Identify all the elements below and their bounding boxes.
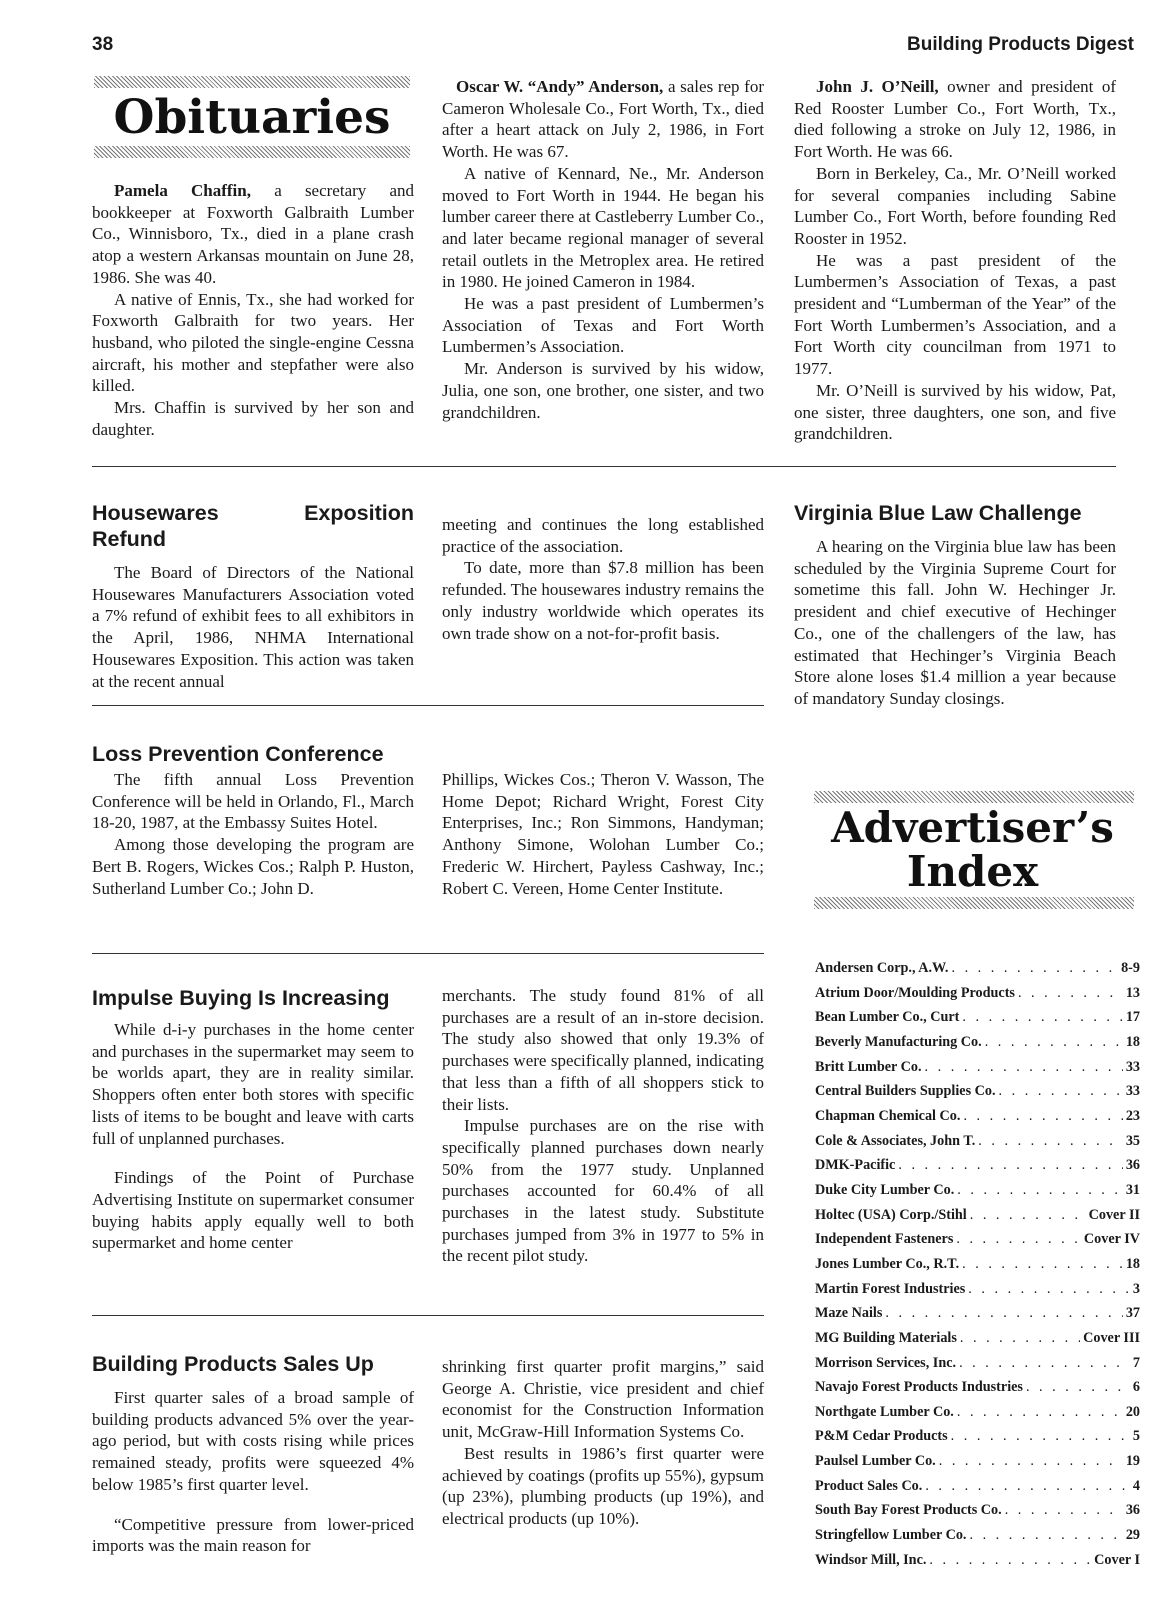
index-advertiser-name: Northgate Lumber Co. (815, 1403, 954, 1420)
index-leader-dots (925, 1474, 1130, 1499)
index-entry (815, 1351, 1140, 1376)
index-entry (815, 1523, 1140, 1548)
index-leader-dots (960, 1326, 1080, 1351)
index-page-number: 36 (1125, 1502, 1140, 1519)
index-advertiser-name: Windsor Mill, Inc. (815, 1551, 927, 1568)
article-text: Findings of the Point of Purchase Advertising Institute on supermarket consumer buying habits apply equally well to both supermarket and home center (92, 1168, 414, 1253)
index-leader-dots (963, 1104, 1122, 1129)
loss-prevention-col-2 (442, 769, 764, 899)
obituary-john-oneill (794, 76, 1116, 445)
index-leader-dots (956, 1227, 1081, 1252)
index-page-number: 18 (1125, 1255, 1140, 1272)
index-page-number: 4 (1132, 1477, 1140, 1494)
index-advertiser-name: Jones Lumber Co., R.T. (815, 1255, 960, 1272)
index-entry (815, 1326, 1140, 1351)
index-leader-dots (1005, 1498, 1123, 1523)
index-advertiser-name: Bean Lumber Co., Curt (815, 1009, 960, 1026)
article-text: Best results in 1986’s first quarter were achieved by coatings (profits up 55%), gypsum (up 23%), plumbing products (up 19%), and electrical products (up 10%). (442, 1443, 764, 1528)
index-advertiser-name: Morrison Services, Inc. (815, 1354, 957, 1371)
obituary-text: A native of Ennis, Tx., she had worked for Foxworth Galbraith for two years. Her husband, who piloted the single-engine Cessna aircraft, his mother and stepfather were also killed. (92, 289, 414, 396)
index-page-number: Cover II (1088, 1206, 1140, 1223)
index-entry (815, 1474, 1140, 1499)
index-advertiser-name: Chapman Chemical Co. (815, 1107, 961, 1124)
impulse-col-1 (92, 985, 414, 1254)
index-entry (815, 1548, 1140, 1573)
index-page-number: 8-9 (1121, 960, 1140, 976)
index-page-number: 33 (1125, 1083, 1140, 1100)
index-entry (815, 1449, 1140, 1474)
index-leader-dots (957, 1178, 1123, 1203)
article-text: A hearing on the Virginia blue law has been scheduled by the Virginia Supreme Court for sometime this fall. John W. Hechinger Jr. president and chief executive of Hechinger Co., one of the challengers of the law, has estimated that Hechinger’s Virginia Beach Store alone loses $1.4 million a year because of mandatory Sunday closings. (794, 537, 1116, 708)
index-bottom-stipple (814, 897, 1134, 909)
advertisers-index-heading (800, 803, 1145, 896)
index-entry (815, 1129, 1140, 1154)
index-page-number: Cover III (1083, 1329, 1140, 1346)
index-leader-dots (1026, 1375, 1130, 1400)
index-page-number: 18 (1125, 1033, 1140, 1050)
article-text: While d-i-y purchases in the home center and purchases in the supermarket may seem to be worlds apart, they are in reality similar. Shoppers often enter both stores with specific lists of items to be bought and leave with carts full of unplanned purchases. (92, 1020, 414, 1148)
index-entry (815, 1055, 1140, 1080)
index-leader-dots (951, 956, 1118, 981)
index-entry (815, 1178, 1140, 1203)
index-entry (815, 956, 1140, 981)
index-leader-dots (999, 1079, 1123, 1104)
index-advertiser-name: Paulsel Lumber Co. (815, 1453, 936, 1470)
index-advertiser-name: MG Building Materials (815, 1329, 957, 1346)
index-leader-dots (962, 1252, 1123, 1277)
obituary-text: A native of Kennard, Ne., Mr. Anderson moved to Fort Worth in 1944. He began his lumber career there at Castleberry Lumber Co., and later became regional manager of several retail outlets in the Metroplex area. He retired in 1980. He joined Cameron in 1984. (442, 163, 764, 292)
obituary-text: a sales rep for Cameron Wholesale Co., Fort Worth, Tx., died after a heart attack on July 2, 1986, in Fort Worth. He was 67. (442, 77, 765, 162)
index-page-number: 13 (1125, 984, 1140, 1001)
index-entry (815, 1277, 1140, 1302)
index-leader-dots (969, 1523, 1122, 1548)
index-advertiser-name: Andersen Corp., A.W. (815, 960, 949, 976)
index-entry (815, 1400, 1140, 1425)
index-entry (815, 1301, 1140, 1326)
index-advertiser-name: Stringfellow Lumber Co. (815, 1527, 967, 1544)
publication-title: Building Products Digest (907, 34, 1134, 55)
index-entry (815, 1203, 1140, 1228)
page-number: 38 (92, 34, 114, 55)
obituary-text: Mr. O’Neill is survived by his widow, Pat, one sister, three daughters, one son, and five grandchildren. (794, 380, 1116, 444)
obituaries-heading: Obituaries (113, 90, 391, 145)
index-advertiser-name: Central Builders Supplies Co. (815, 1083, 996, 1100)
index-entry (815, 1079, 1140, 1104)
loss-prevention-col-1 (92, 741, 414, 899)
index-page-number: 17 (1125, 1009, 1140, 1026)
index-entry (815, 1104, 1140, 1129)
building-sales-col-1 (92, 1351, 414, 1557)
housewares-col-1 (92, 500, 414, 692)
obituary-name: John J. O’Neill, (816, 77, 939, 96)
obituary-oscar-anderson (442, 76, 764, 423)
index-leader-dots (885, 1301, 1122, 1326)
obituary-name: Pamela Chaffin, (114, 181, 251, 200)
index-page-number: 5 (1132, 1428, 1140, 1445)
obituaries-top-stipple (94, 76, 410, 88)
index-advertiser-name: Product Sales Co. (815, 1477, 923, 1494)
index-advertiser-name: DMK-Pacific (815, 1157, 896, 1174)
index-page-number: 33 (1125, 1058, 1140, 1075)
index-advertiser-name: P&M Cedar Products (815, 1428, 948, 1445)
index-page-number: 20 (1125, 1403, 1140, 1420)
obituary-text: a secretary and bookkeeper at Foxworth Galbraith Lumber Co., Winnisboro, Tx., died in a plane crash atop a western Arkansas mountain on June 28, 1986. She was 40. (92, 181, 415, 287)
obituary-text: Mr. Anderson is survived by his widow, Julia, one son, one brother, one sister, and two grandchildren. (442, 359, 764, 422)
obituaries-bottom-stipple (94, 146, 410, 158)
index-entry (815, 1424, 1140, 1449)
article-text: Impulse purchases are on the rise with specifically planned purchases down nearly 50% from the 1977 study. Unplanned purchases accounted for 60.4% of all purchases in the latest study. Substitute purchases jumped from 3% in 1977 to 5% in the recent pilot study. (442, 1116, 764, 1266)
index-leader-dots (939, 1449, 1123, 1474)
index-page-number: 19 (1125, 1453, 1140, 1470)
index-advertiser-name: Atrium Door/Moulding Products (815, 984, 1015, 1001)
article-text: Among those developing the program are Bert B. Rogers, Wickes Cos.; Ralph P. Huston, Sutherland Lumber Co.; John D. (92, 835, 414, 898)
article-text: To date, more than $7.8 million has been refunded. The housewares industry remains the only industry worldwide which operates its own trade show on a not-for-profit basis. (442, 558, 764, 643)
building-sales-col-2 (442, 1356, 764, 1530)
index-entry (815, 1005, 1140, 1030)
index-entry (815, 1153, 1140, 1178)
index-advertiser-name: Holtec (USA) Corp./Stihl (815, 1206, 967, 1223)
article-text: The Board of Directors of the National Housewares Manufacturers Association voted a 7% refund of exhibit fees to all exhibitors in the April, 1986, NHMA International Housewares Exposition. This action was taken at the recent annual (92, 563, 414, 691)
index-heading-line: Index (906, 847, 1039, 896)
impulse-col-2 (442, 985, 764, 1267)
index-advertiser-name: Navajo Forest Products Industries (815, 1379, 1023, 1396)
index-leader-dots (985, 1030, 1123, 1055)
index-advertiser-name: Britt Lumber Co. (815, 1058, 922, 1075)
index-page-number: 37 (1125, 1305, 1140, 1322)
article-text: merchants. The study found 81% of all purchases are a result of an in-store decision. The study also showed that only 19.3% of purchases were specifically planned, indicating that less than a fifth of all shoppers stick to their lists. (442, 986, 764, 1114)
index-advertiser-name: Independent Fasteners (815, 1231, 954, 1248)
obituary-pamela-chaffin (92, 180, 414, 440)
virginia-article (794, 500, 1116, 710)
index-advertiser-name: South Bay Forest Products Co. (815, 1502, 1002, 1519)
section-divider (92, 1315, 764, 1316)
index-entry (815, 981, 1140, 1006)
index-leader-dots (978, 1129, 1123, 1154)
index-leader-dots (951, 1424, 1130, 1449)
index-page-number: 6 (1132, 1379, 1140, 1396)
obituary-text: He was a past president of Lumbermen’s Association of Texas and Fort Worth Lumbermen’s Association. (442, 294, 764, 357)
obituary-text: owner and president of Red Rooster Lumber Co., Fort Worth, Tx., died following a stroke on July 12, 1986, in Fort Worth. He was 66. (794, 77, 1116, 162)
index-leader-dots (962, 1005, 1122, 1030)
index-page-number: 35 (1125, 1132, 1140, 1149)
index-leader-dots (957, 1400, 1123, 1425)
index-advertiser-name: Maze Nails (815, 1305, 883, 1322)
building-sales-heading: Building Products Sales Up (92, 1352, 374, 1376)
section-divider (92, 705, 764, 706)
index-page-number: 7 (1132, 1354, 1140, 1371)
index-entry (815, 1252, 1140, 1277)
advertisers-index-list (815, 956, 1140, 1572)
obituary-text: Born in Berkeley, Ca., Mr. O’Neill worked for several companies including Sabine Lumber Co., Fort Worth, before founding Red Rooster in 1952. (794, 163, 1116, 248)
index-page-number: 3 (1132, 1280, 1140, 1297)
index-heading-line: Advertiser’s (831, 803, 1114, 852)
housewares-heading: Housewares Exposition Refund (92, 501, 414, 551)
article-text: Phillips, Wickes Cos.; Theron V. Wasson, The Home Depot; Richard Wright, Forest City Enterprises, Inc.; Ron Simmons, Handyman; Anthony Simone, Wolohan Lumber Co.; Frederic W. Hirchert, Payless Cashway, Inc.; Robert C. Vereen, Home Center Institute. (442, 770, 764, 898)
index-page-number: 29 (1125, 1527, 1140, 1544)
index-advertiser-name: Beverly Manufacturing Co. (815, 1033, 982, 1050)
index-leader-dots (1018, 981, 1123, 1006)
index-entry (815, 1227, 1140, 1252)
virginia-heading: Virginia Blue Law Challenge (794, 501, 1082, 525)
index-leader-dots (970, 1203, 1086, 1228)
index-advertiser-name: Duke City Lumber Co. (815, 1181, 955, 1198)
index-page-number: Cover IV (1083, 1231, 1140, 1248)
impulse-heading: Impulse Buying Is Increasing (92, 986, 390, 1010)
index-advertiser-name: Martin Forest Industries (815, 1280, 966, 1297)
index-leader-dots (968, 1277, 1130, 1302)
section-divider (92, 466, 1116, 467)
housewares-col-2 (442, 514, 764, 644)
article-text: First quarter sales of a broad sample of building products advanced 5% over the year-ago period, but with costs rising while prices remained steady, profits were squeezed 4% below 1985’s first quarter level. (92, 1388, 414, 1494)
index-page-number: 36 (1125, 1157, 1140, 1174)
index-entry (815, 1375, 1140, 1400)
index-top-stipple (814, 791, 1134, 803)
article-text: “Competitive pressure from lower-priced imports was the main reason for (92, 1514, 414, 1556)
obituary-text: Mrs. Chaffin is survived by her son and daughter. (92, 398, 414, 439)
index-entry (815, 1030, 1140, 1055)
index-entry (815, 1498, 1140, 1523)
obituary-name: Oscar W. “Andy” Anderson, (456, 77, 664, 96)
index-page-number: 23 (1125, 1107, 1140, 1124)
index-leader-dots (959, 1351, 1130, 1376)
index-page-number: Cover I (1094, 1551, 1140, 1568)
loss-prevention-heading: Loss Prevention Conference (92, 742, 384, 766)
index-page-number: 31 (1125, 1181, 1140, 1198)
article-text: shrinking first quarter profit margins,” said George A. Christie, vice president and chief economist for the Construction Information unit, McGraw-Hill Information Systems Co. (442, 1357, 764, 1442)
index-leader-dots (929, 1548, 1091, 1573)
obituary-text: He was a past president of the Lumbermen’s Association of Texas, a past president and “Lumberman of the Year” of the Fort Worth Lumbermen’s Association, and a Fort Worth city councilman from 1971 to 1977. (794, 250, 1116, 379)
index-advertiser-name: Cole & Associates, John T. (815, 1132, 976, 1149)
index-leader-dots (898, 1153, 1122, 1178)
index-leader-dots (925, 1055, 1123, 1080)
section-divider (92, 953, 764, 954)
article-text: meeting and continues the long established practice of the association. (442, 515, 764, 556)
article-text: The fifth annual Loss Prevention Conference will be held in Orlando, Fl., March 18-20, 1987, at the Embassy Suites Hotel. (92, 770, 414, 833)
